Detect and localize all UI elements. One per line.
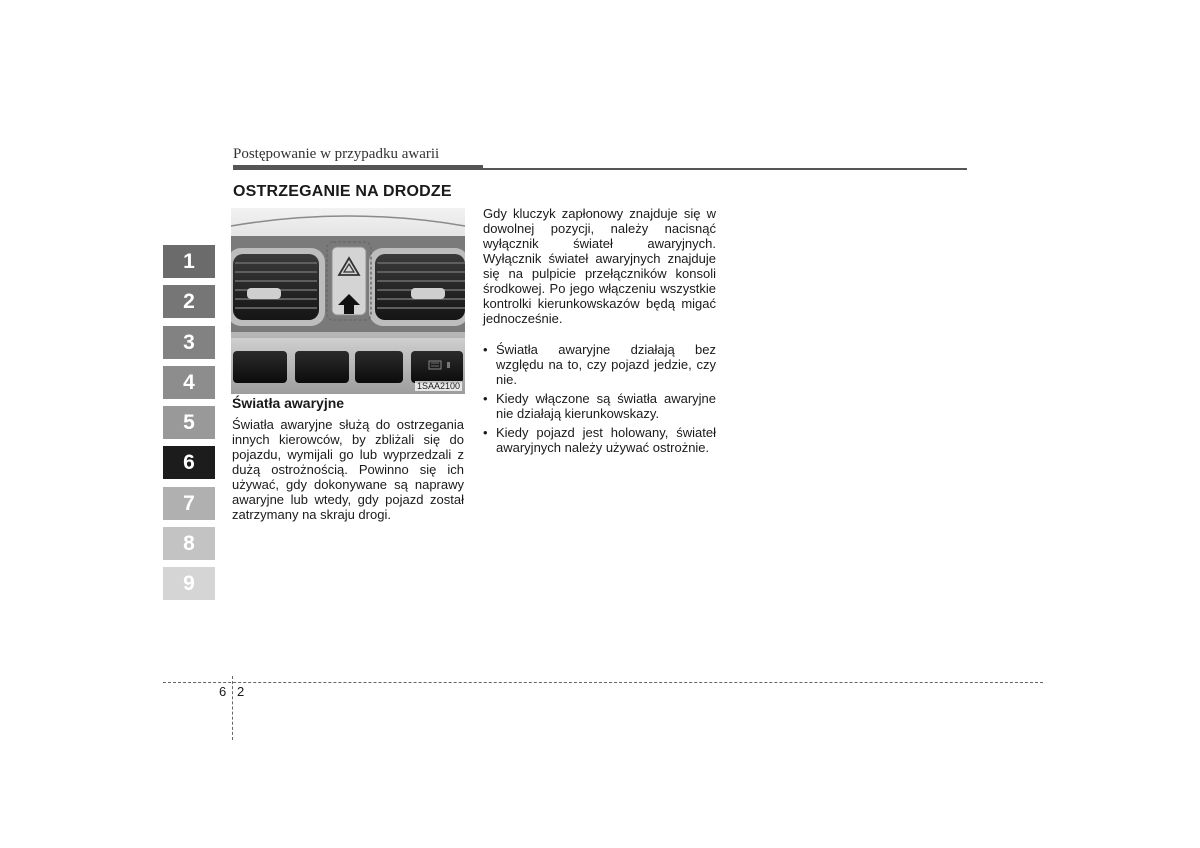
subheading-hazard-lights: Światła awaryjne xyxy=(232,395,345,411)
dashboard-illustration xyxy=(231,208,465,394)
bullet-text: Kiedy pojazd jest holowany, świateł awaryjnych należy używać ostrożnie. xyxy=(496,425,716,455)
right-column xyxy=(483,206,716,459)
chapter-tab-8[interactable]: 8 xyxy=(163,527,215,560)
list-item xyxy=(483,425,716,455)
page-number: 2 xyxy=(237,684,245,699)
bullet-marker: • xyxy=(483,425,488,440)
list-item xyxy=(483,342,716,387)
running-header-title: Postępowanie w przypadku awarii xyxy=(233,146,440,162)
bullet-marker: • xyxy=(483,391,488,406)
bullet-text: Światła awaryjne działają bez względu na to, czy pojazd jedzie, czy nie. xyxy=(496,342,716,387)
chapter-tab-6[interactable]: 6 xyxy=(163,446,215,479)
bullet-marker: • xyxy=(483,342,488,357)
figure-caption: 1SAA2100 xyxy=(416,381,460,391)
chapter-tab-9[interactable]: 9 xyxy=(163,567,215,600)
page-section-number: 6 xyxy=(219,684,227,699)
chapter-tab-7[interactable]: 7 xyxy=(163,487,215,520)
bullet-text: Kiedy włączone są światła awaryjne nie działają kierunkowskazy. xyxy=(496,391,716,421)
chapter-tab-3[interactable]: 3 xyxy=(163,326,215,359)
chapter-tab-2[interactable]: 2 xyxy=(163,285,215,318)
chapter-tab-5[interactable]: 5 xyxy=(163,406,215,439)
header-rule-thick xyxy=(233,165,483,170)
left-paragraph: Światła awaryjne służą do ostrzegania innych kierowców, by zbliżali się do pojazdu, wymijali go lub wyprzedzali z dużą ostrożnością. Powinno się ich używać, gdy dokonywane są naprawy awaryjne lub wtedy, gdy pojazd został zatrzymany na skraju drogi. xyxy=(232,417,464,522)
footer-vertical-divider xyxy=(232,676,233,740)
chapter-tab-1[interactable]: 1 xyxy=(163,245,215,278)
header-rule-thin xyxy=(483,168,967,170)
section-title: OSTRZEGANIE NA DRODZE xyxy=(233,183,452,200)
right-paragraph: Gdy kluczyk zapłonowy znajduje się w dowolnej pozycji, należy nacisnąć wyłącznik świateł awaryjnych. Wyłącznik świateł awaryjnych znajduje się na pulpicie przełączników konsoli środkowej. Po jego włączeniu wszystkie kontrolki kierunkowskazów będą migać jednocześnie. xyxy=(483,206,716,326)
hazard-switch-figure xyxy=(231,208,465,394)
list-item xyxy=(483,391,716,421)
chapter-tab-4[interactable]: 4 xyxy=(163,366,215,399)
footer-divider xyxy=(163,682,1043,683)
left-column xyxy=(232,417,464,522)
bullet-list xyxy=(483,342,716,455)
